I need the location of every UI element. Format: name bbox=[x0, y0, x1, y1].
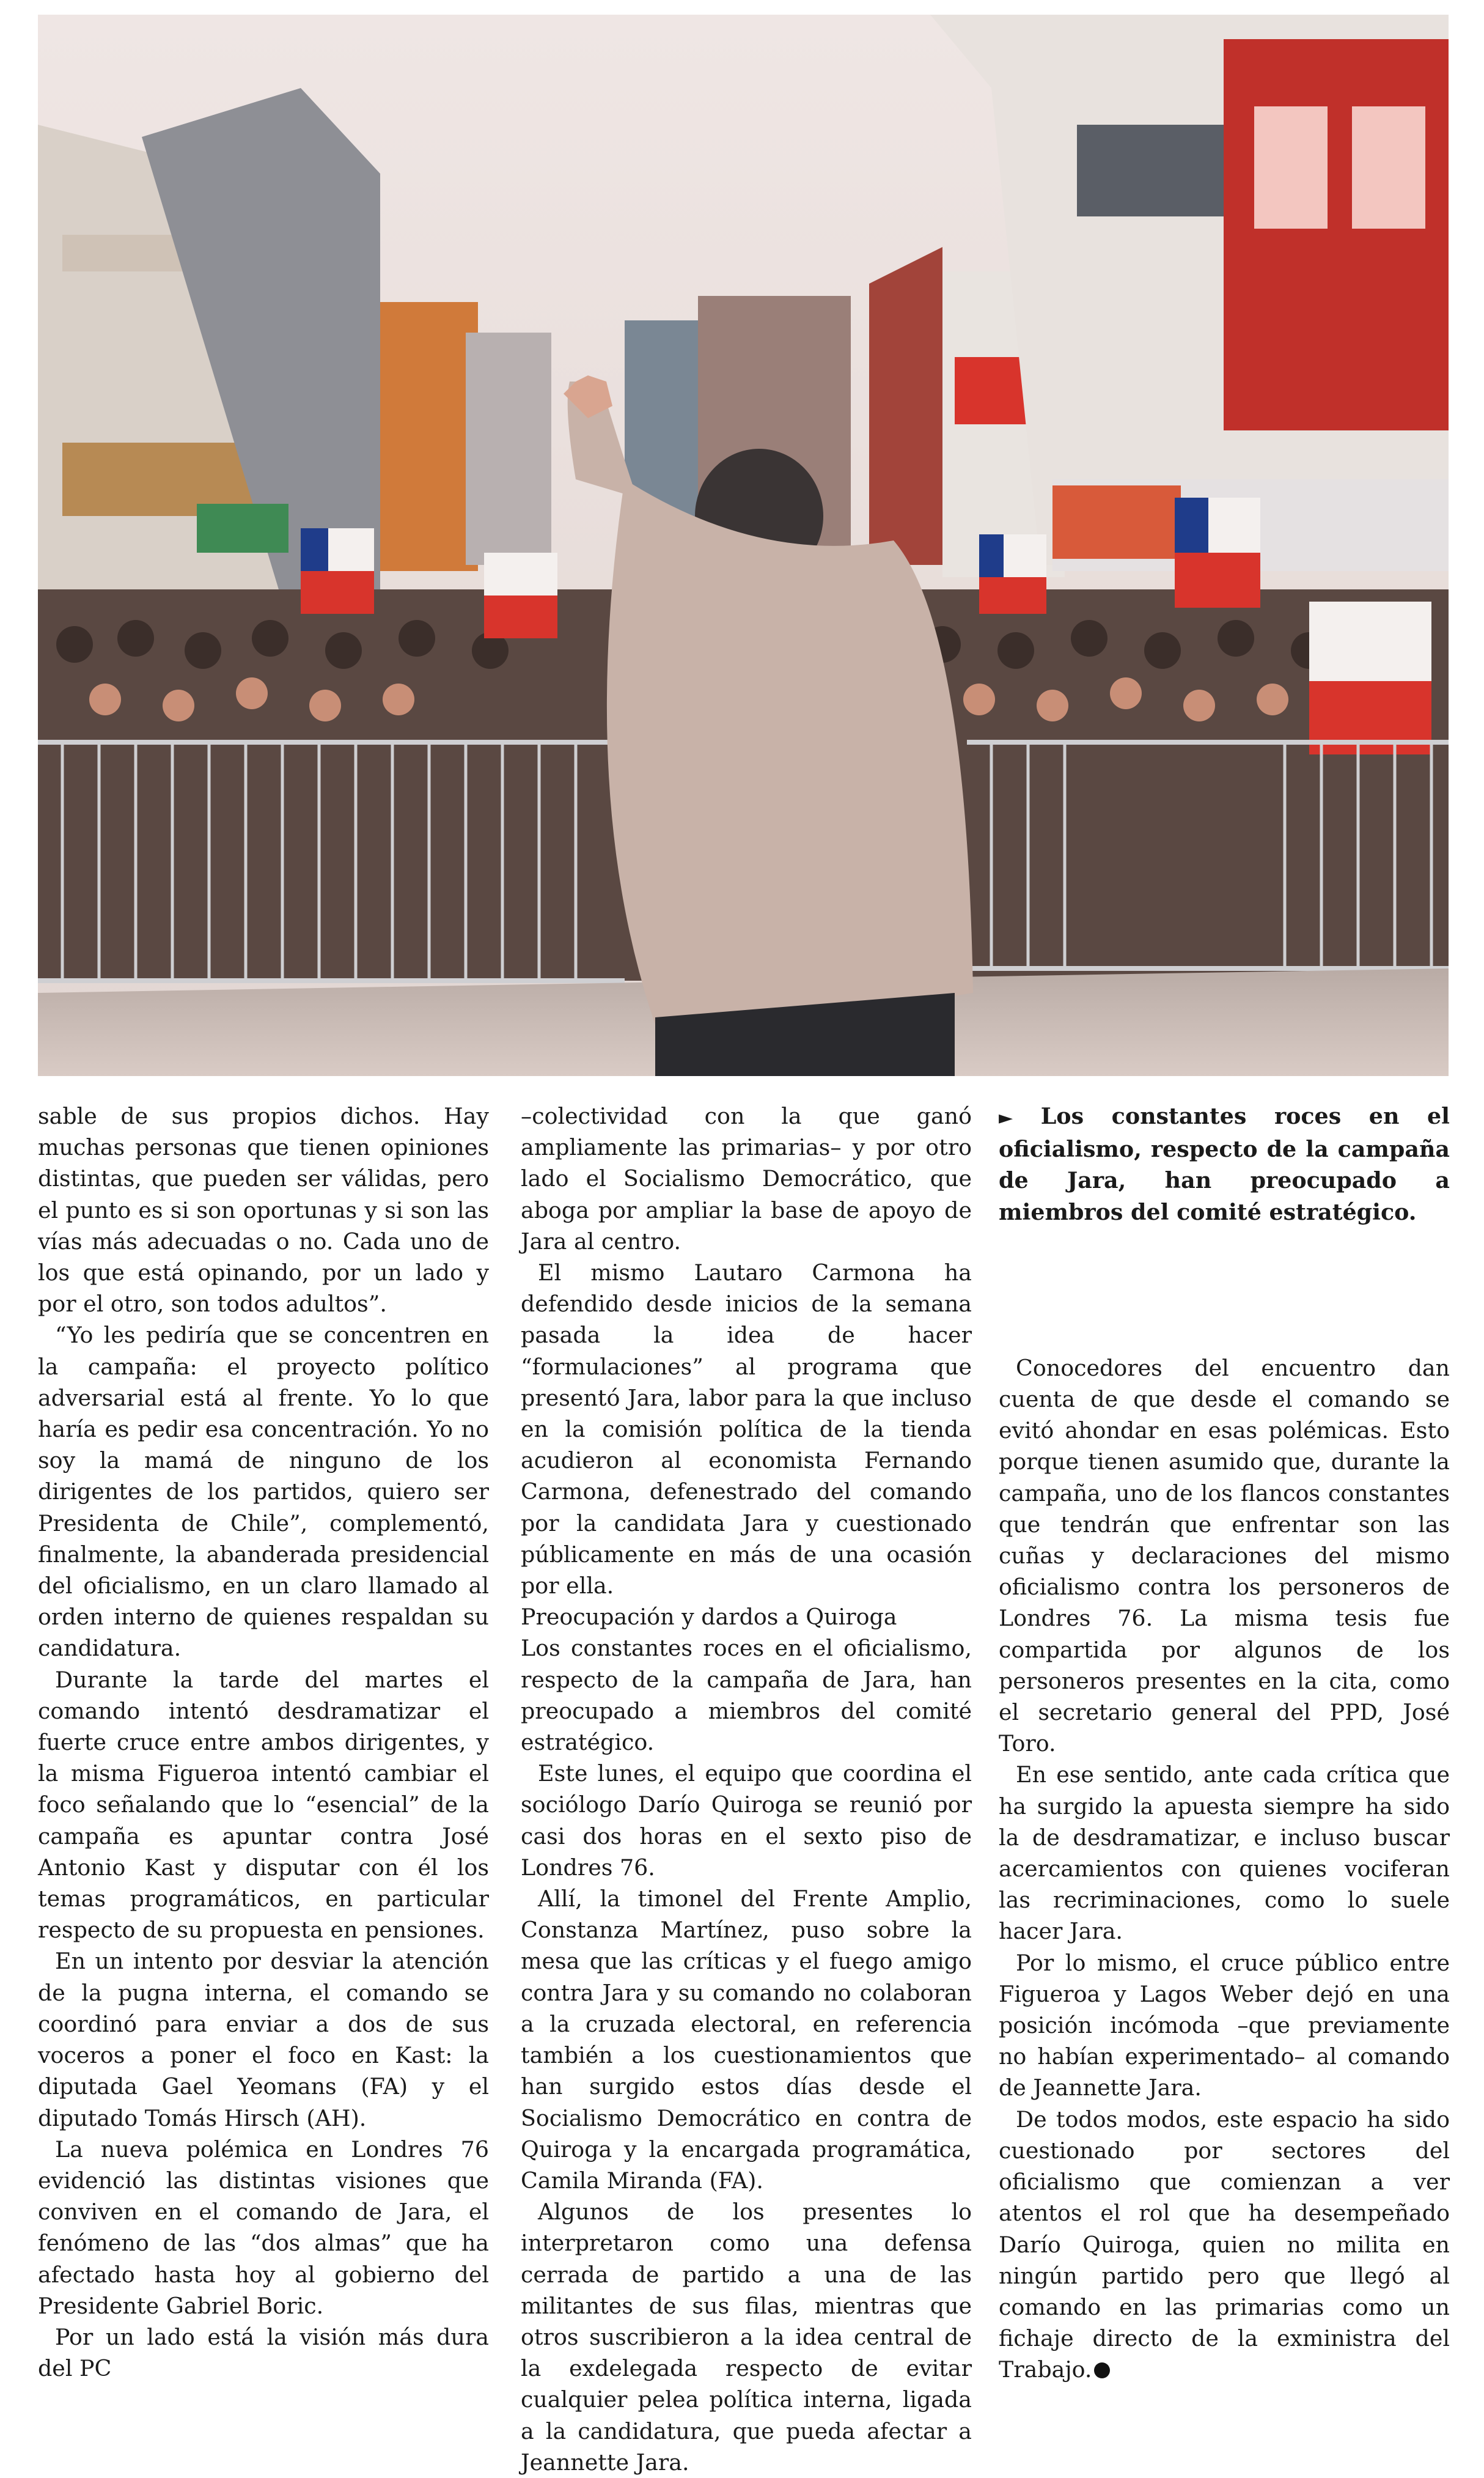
paragraph: –colectividad con la que ganó ampliamente las primarias– y por otro lado el Socialismo Democrático, que aboga por ampliar la base de apoyo de Jara al centro. bbox=[521, 1103, 972, 1255]
subheading: Preocupación y dardos a Quiroga bbox=[521, 1604, 897, 1631]
paragraph: Por un lado está la visión más dura del PC bbox=[38, 2323, 489, 2382]
article-column-2 bbox=[521, 1101, 972, 2478]
rally-photo-illustration bbox=[38, 15, 1449, 1076]
pull-quote bbox=[999, 1101, 1450, 1228]
paragraph: Los constantes roces en el oficialismo, respecto de la campaña de Jara, han preocupado a miembros del comité estratégico. bbox=[521, 1635, 972, 1756]
paragraph: La nueva polémica en Londres 76 evidenció las distintas visiones que conviven en el comando de Jara, el fenómeno de las “dos almas” que ha afectado hasta hoy al gobierno del Presidente Gabriel Boric. bbox=[38, 2136, 489, 2319]
article-photo bbox=[38, 15, 1449, 1076]
paragraph: Conocedores del encuentro dan cuenta de que desde el comando se evitó ahondar en esas polémicas. Esto porque tienen asumido que, durante la campaña, uno de los flancos constantes que tendrán que enfrentar son las cuñas y declaraciones del mismo oficialismo contra los personeros de Londres 76. La misma tesis fue compartida por algunos de los personeros presentes en la cita, como el secretario general del PPD, José Toro. bbox=[999, 1354, 1450, 1757]
paragraph: En ese sentido, ante cada crítica que ha surgido la apuesta siempre ha sido la de desdramatizar, e incluso buscar acercamientos con quienes vociferan las recriminaciones, como lo suele hacer Jara. bbox=[999, 1761, 1450, 1945]
paragraph: sable de sus propios dichos. Hay muchas personas que tienen opiniones distintas, que pueden ser válidas, pero el punto es si son oportunas y si son las vías más adecuadas o no. Cada uno de los que está opinando, por un lado y por el otro, son todos adultos”. bbox=[38, 1103, 489, 1318]
triangle-bullet-icon: ► bbox=[999, 1107, 1013, 1129]
paragraph: Por lo mismo, el cruce público entre Figueroa y Lagos Weber dejó en una posición incómoda –que previamente no habían experimentado– al comando de Jeannette Jara. bbox=[999, 1949, 1450, 2101]
paragraph: En un intento por desviar la atención de la pugna interna, el comando se coordinó para enviar a dos de sus voceros a poner el foco en Kast: la diputada Gael Yeomans (FA) y el diputado Tomás Hirsch (AH). bbox=[38, 1948, 489, 2131]
paragraph: “Yo les pediría que se concentren en la campaña: el proyecto político adversarial está al frente. Yo lo que haría es pedir esa concentración. Yo no soy la mamá de ninguno de los dirigentes de los partidos, quiero ser Presidenta de Chile”, complementó, finalmente, la abanderada presidencial del oficialismo, en un claro llamado al orden interno de quienes respaldan su candidatura. bbox=[38, 1322, 489, 1662]
article-column-1 bbox=[38, 1101, 489, 2384]
paragraph: El mismo Lautaro Carmona ha defendido desde inicios de la semana pasada la idea de hacer “formulaciones” al programa que presentó Jara, labor para la que incluso en la comisión política de la tienda acudieron al economista Fernando Carmona, defenestrado del comando por la candidata Jara y cuestionado públicamente en más de una ocasión por ella. bbox=[521, 1259, 972, 1599]
paragraph: Allí, la timonel del Frente Amplio, Constanza Martínez, puso sobre la mesa que las críticas y el fuego amigo contra Jara y su comando no colaboran a la cruzada electoral, en referencia también a los cuestionamientos que han surgido estos días desde el Socialismo Democrático en contra de Quiroga y la encargada programática, Camila Miranda (FA). bbox=[521, 1886, 972, 2194]
paragraph-text: De todos modos, este espacio ha sido cuestionado por sectores del oficialismo que comienzan a ver atentos el rol que ha desempeñado Darío Quiroga, quien no milita en ningún partido pero que llegó al comando en las primarias como un fichaje directo de la exministra del Trabajo. bbox=[999, 2106, 1450, 2383]
paragraph: Algunos de los presentes lo interpretaron como una defensa cerrada de partido a una de las militantes de sus filas, mientras que otros suscribieron a la idea central de la exdelegada respecto de evitar cualquier pelea política interna, ligada a la candidatura, que pueda afectar a Jeannette Jara. bbox=[521, 2199, 972, 2476]
paragraph bbox=[999, 2104, 1450, 2386]
end-of-article-icon bbox=[1094, 2362, 1110, 2378]
article-column-3 bbox=[999, 1101, 1450, 2386]
pull-quote-text: Los constantes roces en el oficialismo, respecto de la campaña de Jara, han preocupado a miembros del comité estratégico. bbox=[999, 1103, 1450, 1225]
paragraph: Este lunes, el equipo que coordina el sociólogo Darío Quiroga se reunió por casi dos horas en el sexto piso de Londres 76. bbox=[521, 1760, 972, 1881]
paragraph: Durante la tarde del martes el comando intentó desdramatizar el fuerte cruce entre ambos dirigentes, y la misma Figueroa intentó cambiar el foco señalando que lo “esencial” de la campaña es apuntar contra José Antonio Kast y disputar con él los temas programáticos, en particular respecto de su propuesta en pensiones. bbox=[38, 1666, 489, 1944]
